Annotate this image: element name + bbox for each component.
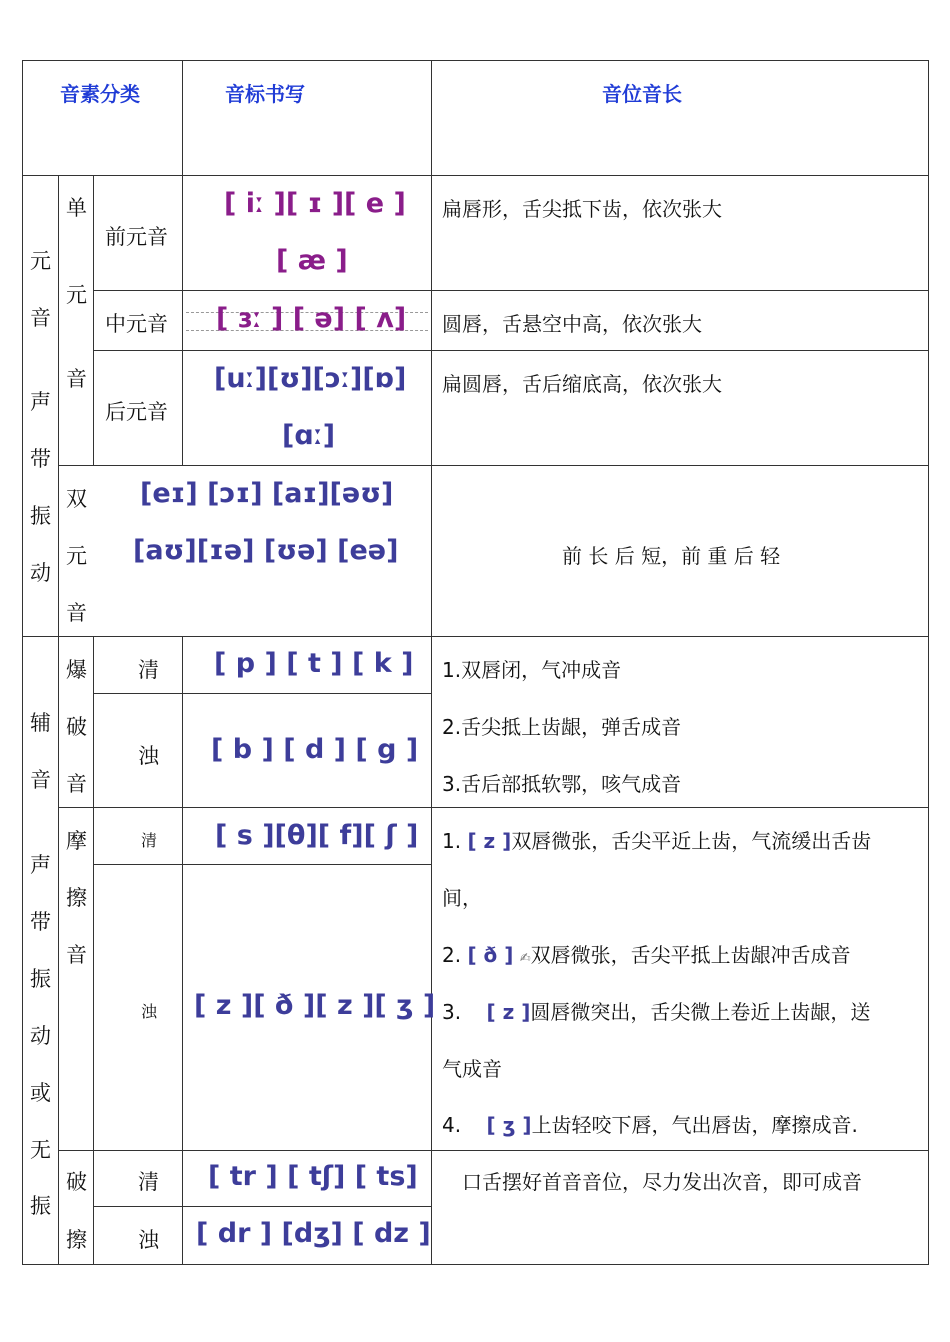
fricative-desc-line: 1. [ z ]双唇微张，舌尖平近上齿，气流缓出舌齿 <box>442 829 872 853</box>
plosive-char: 破 <box>66 715 87 739</box>
front-vowel-ipa-line1: [ iː ][ ɪ ][ e ] <box>224 188 406 219</box>
hand-icon: ✍ <box>519 951 531 966</box>
fricative-desc-line: 4. [ ʒ ]上齿轻咬下唇，气出唇齿，摩擦成音. <box>442 1113 858 1137</box>
plosive-desc-line: 2.舌尖抵上齿龈，弹舌成音 <box>442 715 682 739</box>
front-vowel-desc: 扁唇形，舌尖抵下齿，依次张大 <box>442 197 722 221</box>
consonant-category-char: 音 <box>30 768 51 792</box>
fricative-desc-line: 3. [ z ]圆唇微突出，舌尖微上卷近上齿龈，送 <box>442 1000 871 1024</box>
consonant-category-char: 辅 <box>30 711 51 735</box>
vowel-category-char: 声 <box>30 390 51 414</box>
fricative-voiced-ipa: [ z ][ ð ][ z ][ ʒ ] <box>194 990 436 1021</box>
plosive-voiced-label: 浊 <box>138 744 159 768</box>
diphthong-ipa-line2: [aʊ][ɪə] [ʊə] [eə] <box>133 535 399 566</box>
front-vowel-label: 前元音 <box>105 225 168 249</box>
affricate-voiced-ipa: [ dr ] [dʒ] [ dz ] <box>196 1218 431 1249</box>
plosive-voiced-ipa: [ b ] [ d ] [ g ] <box>211 734 419 765</box>
central-vowel-label: 中元音 <box>105 312 168 336</box>
front-vowel-ipa-line2: [ æ ] <box>276 245 348 276</box>
affricate-char: 破 <box>66 1170 87 1194</box>
fricative-desc-line: 气成音 <box>442 1057 502 1081</box>
back-vowel-desc: 扁圆唇，舌后缩底高，依次张大 <box>442 372 722 396</box>
consonant-category-char: 带 <box>30 910 51 934</box>
consonant-category-char: 声 <box>30 853 51 877</box>
plosive-desc-line: 1.双唇闭，气冲成音 <box>442 658 622 682</box>
monophthong-char: 单 <box>66 196 87 220</box>
plosive-desc-line: 3.舌后部抵软鄂，咳气成音 <box>442 772 682 796</box>
fricative-voiceless-label: 清 <box>141 831 158 850</box>
fricative-voiceless-ipa: [ s ][θ][ f][ ʃ ] <box>215 820 419 851</box>
consonant-category-char: 振 <box>30 967 51 991</box>
plosive-voiceless-label: 清 <box>138 658 159 682</box>
affricate-voiced-label: 浊 <box>138 1228 159 1252</box>
diphthong-desc: 前 长 后 短，前 重 后 轻 <box>562 544 781 568</box>
consonant-category-char: 无 <box>30 1138 51 1162</box>
affricate-voiceless-label: 清 <box>138 1170 159 1194</box>
fricative-desc-line: 2. [ ð ] ✍双唇微张，舌尖平抵上齿龈冲舌成音 <box>442 943 851 967</box>
fricative-char: 摩 <box>66 829 87 853</box>
diphthong-ipa-line1: [eɪ] [ɔɪ] [aɪ][əʊ] <box>140 478 394 509</box>
affricate-voiceless-ipa: [ tr ] [ tʃ] [ ts] <box>208 1161 418 1192</box>
plosive-voiceless-ipa: [ p ] [ t ] [ k ] <box>214 648 414 679</box>
fricative-char: 音 <box>66 943 87 967</box>
vowel-category-char: 动 <box>30 561 51 585</box>
vowel-category-char: 元 <box>30 249 51 273</box>
back-vowel-ipa-line1: [uː][ʊ][ɔː][ɒ] <box>214 363 407 394</box>
monophthong-char: 元 <box>66 283 87 307</box>
header-description: 音位音长 <box>602 82 682 106</box>
header-ipa: 音标书写 <box>225 82 305 106</box>
central-vowel-ipa: [ ɜː ] [ ə] [ ʌ] <box>216 303 407 334</box>
consonant-category-char: 振 <box>30 1194 51 1218</box>
consonant-category-char: 或 <box>30 1081 51 1105</box>
diphthong-char: 音 <box>66 601 87 625</box>
vowel-category-char: 带 <box>30 447 51 471</box>
fricative-char: 擦 <box>66 886 87 910</box>
diphthong-char: 元 <box>66 544 87 568</box>
plosive-char: 音 <box>66 772 87 796</box>
consonant-category-char: 动 <box>30 1024 51 1048</box>
vowel-category-char: 振 <box>30 504 51 528</box>
affricate-char: 擦 <box>66 1228 87 1252</box>
fricative-desc-line: 间， <box>442 886 482 910</box>
back-vowel-ipa-line2: [ɑː] <box>282 420 336 451</box>
fricative-voiced-label: 浊 <box>141 1002 158 1021</box>
header-category: 音素分类 <box>60 82 140 106</box>
diphthong-char: 双 <box>66 487 87 511</box>
affricate-desc: 口舌摆好首音音位，尽力发出次音，即可成音 <box>462 1170 862 1194</box>
plosive-char: 爆 <box>66 658 87 682</box>
back-vowel-label: 后元音 <box>105 400 168 424</box>
central-vowel-desc: 圆唇，舌悬空中高，依次张大 <box>442 312 702 336</box>
monophthong-char: 音 <box>66 367 87 391</box>
vowel-category-char: 音 <box>30 306 51 330</box>
